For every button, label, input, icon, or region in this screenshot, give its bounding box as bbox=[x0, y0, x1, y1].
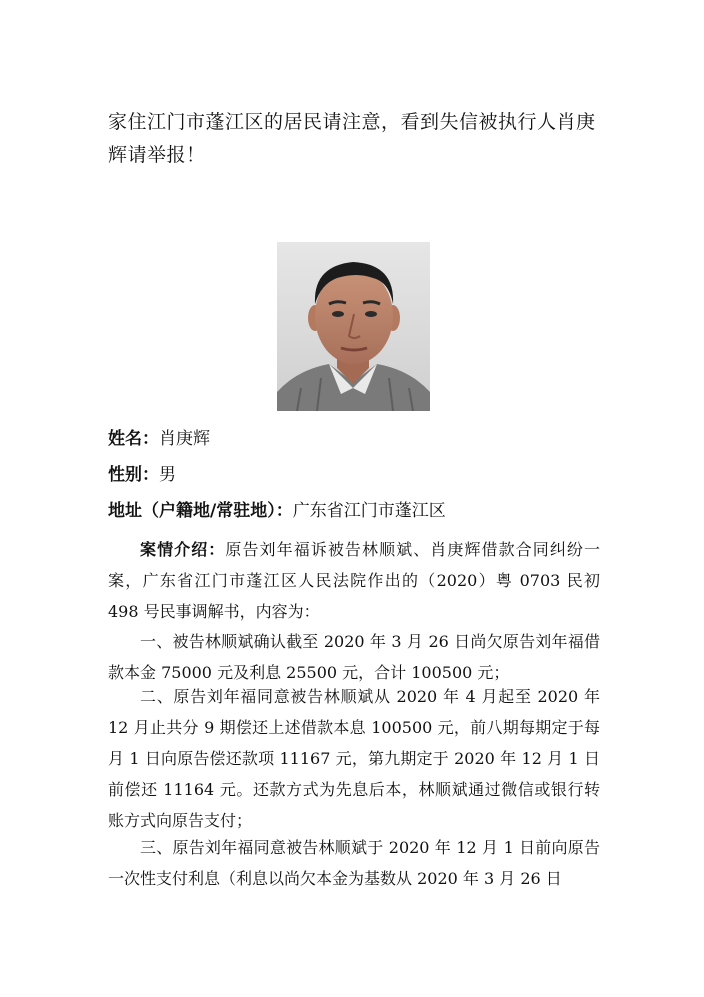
case-intro-paragraph bbox=[108, 534, 600, 627]
field-address bbox=[108, 499, 446, 523]
case-item-3: 三、原告刘年福同意被告林顺斌于 2020 年 12 月 1 日前向原告一次性支付利息（利息以尚欠本金为基数从 2020 年 3 月 26 日 bbox=[108, 838, 600, 888]
case-intro-label: 案情介绍： bbox=[140, 540, 226, 559]
field-name bbox=[108, 427, 210, 451]
name-label: 姓名： bbox=[108, 429, 159, 449]
gender-label: 性别： bbox=[108, 465, 159, 485]
gender-value: 男 bbox=[159, 465, 176, 485]
name-value: 肖庚辉 bbox=[159, 429, 210, 449]
headline: 家住江门市蓬江区的居民请注意，看到失信被执行人肖庚辉请举报！ bbox=[108, 111, 596, 166]
case-item-1: 一、被告林顺斌确认截至 2020 年 3 月 26 日尚欠原告刘年福借款本金 75000 元及利息 25500 元，合计 100500 元； bbox=[108, 632, 600, 682]
address-label: 地址（户籍地/常驻地）： bbox=[108, 501, 293, 521]
case-item-2: 二、原告刘年福同意被告林顺斌从 2020 年 4 月起至 2020 年 12 月止共分 9 期偿还上述借款本息 100500 元，前八期每期定于每月 1 日向原告偿还款项 11167 元，第九期定于 2020 年 12 月 1 日前偿还 11164 元。还款方式为先息后本，林顺斌通过微信或银行转账方式向原告支付； bbox=[108, 687, 600, 830]
person-photo bbox=[277, 242, 430, 411]
field-gender bbox=[108, 463, 176, 487]
address-value: 广东省江门市蓬江区 bbox=[292, 501, 446, 521]
case-intro-text: 原告刘年福诉被告林顺斌、肖庚辉借款合同纠纷一案，广东省江门市蓬江区人民法院作出的（2020）粤 0703 民初 498 号民事调解书，内容为： bbox=[108, 540, 600, 621]
